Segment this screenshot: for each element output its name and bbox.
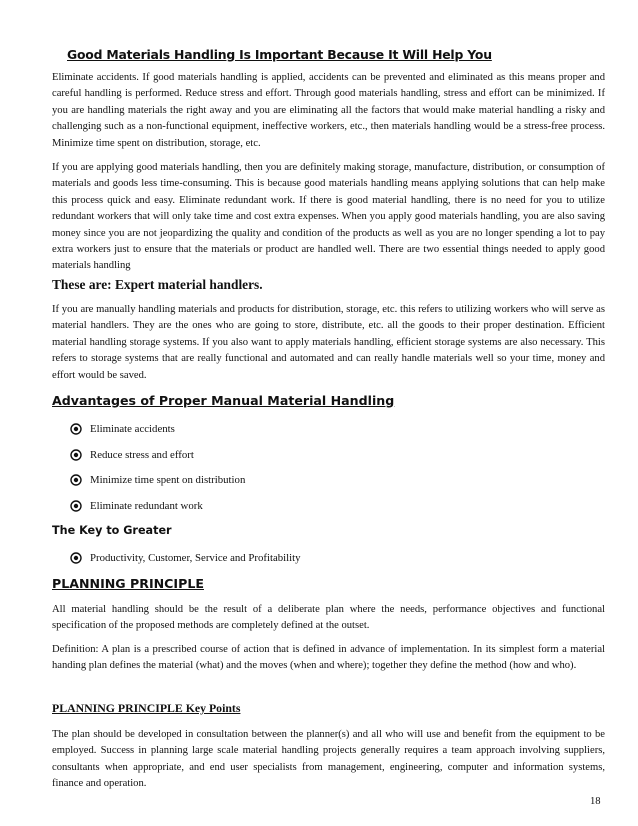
- circled-dot-bullet-icon: [70, 449, 82, 461]
- list-item-label: Productivity, Customer, Service and Profitability: [90, 552, 301, 564]
- page-title: Good Materials Handling Is Important Because It Will Help You: [67, 47, 492, 62]
- circled-dot-bullet-icon: [70, 474, 82, 486]
- paragraph-key-points: The plan should be developed in consultation between the planner(s) and all who will use and benefit from the equipment to be employed. Success in planning large scale material handling projects generally requires a team approach involving suppliers, consultants when appropriate, and end user specialists from management, engineering, computer and information systems, finance and operation.: [52, 729, 605, 790]
- paragraph-plan-definition: Definition: A plan is a prescribed course of action that is defined in advance of implementation. In its simplest form a material handing plan defines the material (what) and the moves (when and where); together they define the method (how and who).: [52, 644, 605, 672]
- circled-dot-bullet-icon: [70, 552, 82, 564]
- key-points-heading: PLANNING PRINCIPLE Key Points: [52, 701, 241, 715]
- page-number: 18: [590, 796, 601, 807]
- paragraph-eliminate-accidents: Eliminate accidents. If good materials handling is applied, accidents can be prevented and eliminated as this means proper and careful handling is performed. Reduce stress and effort. Through good materials handling, stress and effort can be minimized. If you are handling materials the right away and you are eliminating all the factors that would make material handling a risky and challenging such as a non-functional equipment, ineffective workers, etc., then materials handling would be a stress-free process. Minimize time spent on distribution, storage, etc.: [52, 72, 605, 149]
- advantages-list: [70, 422, 245, 524]
- list-item: [70, 499, 245, 525]
- list-item-label: Minimize time spent on distribution: [90, 474, 246, 486]
- advantages-heading: Advantages of Proper Manual Material Handling: [52, 393, 395, 408]
- list-item: [70, 473, 245, 499]
- paragraph-planning-definition: All material handling should be the result of a deliberate plan where the needs, performance objectives and functional specification of the proposed methods are completely defined at the outset.: [52, 604, 605, 632]
- list-item-label: Reduce stress and effort: [90, 448, 194, 461]
- planning-principle-heading: PLANNING PRINCIPLE: [52, 576, 204, 591]
- circled-dot-bullet-icon: [70, 423, 82, 435]
- paragraph-manual-handling: If you are manually handling materials and products for distribution, storage, etc. this refers to utilizing workers who will serve as material handlers. They are the ones who are going to store, distribute, etc. all the goods to their proper destination. Efficient material handling storage systems. If you also want to apply materials handling, efficient storage systems are also necessary. This refers to storage systems that are really functional and automated and can really handle materials well so your time, money and effort would be saved.: [52, 304, 605, 381]
- list-item: [70, 551, 301, 577]
- list-item-label: Eliminate accidents: [90, 423, 175, 435]
- key-to-greater-heading: The Key to Greater: [52, 524, 172, 537]
- circled-dot-bullet-icon: [70, 500, 82, 512]
- list-item: [70, 448, 245, 474]
- paragraph-applying-good-handling: If you are applying good materials handling, then you are definitely making storage, manufacture, distribution, or consumption of materials and goods less time-consuming. This is because good materials handling means applying solutions that can help make this process quick and easy. Eliminate redundant work. If there is good material handling, there is no need for you to utilize redundant workers that will only take time and cost extra expenses. When you apply good materials handling, you are also saving money since you are not jeopardizing the quality and condition of the products as well as you are no longer spending a lot to pay extra workers just to ensure that the materials or product are handled well. There are two essential things needed to apply good materials handling: [52, 162, 605, 272]
- list-item: [70, 422, 245, 448]
- subheading-these-are: These are: Expert material handlers.: [52, 277, 263, 292]
- list-item-label: Eliminate redundant work: [90, 499, 203, 512]
- key-list: [70, 551, 301, 577]
